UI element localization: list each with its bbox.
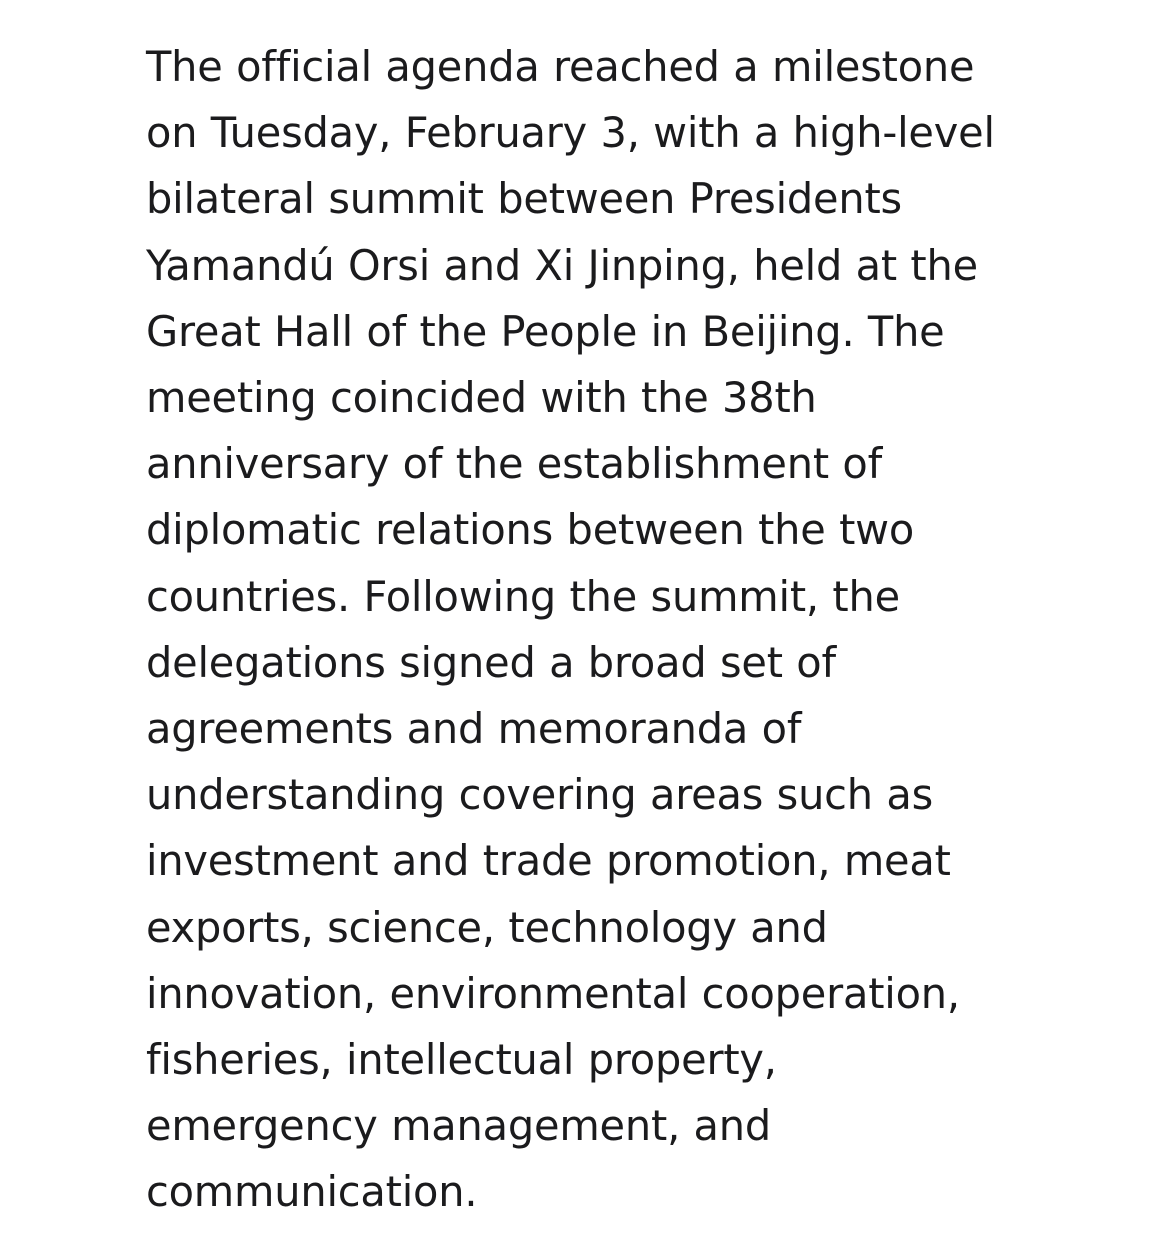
body-paragraph: The official agenda reached a milestone on Tuesday, February 3, with a high-level bilateral summit between Presidents Yamandú Orsi and Xi Jinping, held at the Great Hall of the People in Beijing. The meeting coincided with the 38th anniversary of the establishment of diplomatic relations between the two countries. Following the summit, the delegations signed a broad set of agreements and memoranda of understanding covering areas such as investment and trade promotion, meat exports, science, technology and innovation, environmental cooperation, fisheries, intellectual property, emergency management, and communication. [146, 42, 1009, 1217]
